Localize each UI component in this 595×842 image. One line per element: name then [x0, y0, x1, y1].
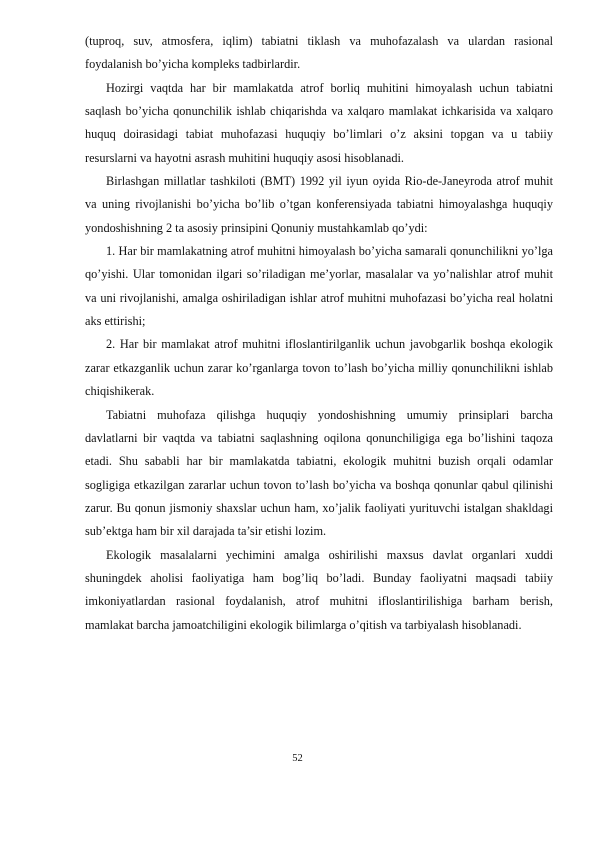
- paragraph-general-principles: Tabiatni muhofaza qilishga huquqiy yondoshishning umumiy prinsiplari barcha davlatlarni bir vaqtda va tabiatni saqlashning oqilona qonunchiligiga ega bo’lishini taqoza etadi. Shu sababli har bir mamlakatda tabiatni, ekologik muhitni buzish orqali odamlar sogligiga etkazilgan zararlar uchun tovon to’lash bo’yicha va boshqa qonunlar qabul qilinishi zarur. Bu qonun jismoniy shaxslar uchun ham, xo’jalik faoliyati yurituvchi istalgan shakldagi sub’ektga ham bir xil darajada ta’sir etishi lozim.: [85, 407, 553, 539]
- paragraph-ecological-issues: Ekologik masalalarni yechimini amalga oshirilishi maxsus davlat organlari xuddi shuningdek aholisi faoliyatiga ham bog’liq bo’ladi. Bunday faoliyatni maqsadi tabiiy imkoniyatlardan rasional foydalanish, atrof muhitni ifloslantirilishiga barham berish, mamlakat barcha jamoatchiligini ekologik bilimlarga o’qitish va tarbiyalash hisoblanadi.: [85, 547, 553, 632]
- paragraph-continuation: (tuproq, suv, atmosfera, iqlim) tabiatni tiklash va muhofazalash va ulardan rasional foydalanish bo’yicha kompleks tadbirlardir.: [85, 34, 553, 72]
- paragraph-principle-1: 1. Har bir mamlakatning atrof muhitni himoyalash bo’yicha samarali qonunchilikni yo’lga qo’yishi. Ular tomonidan ilgari so’riladigan me’yorlar, masalalar va yo’nalishlar atrof muhit va uni rivojlanishi, amalga oshiriladigan ishlar atrof muhitni muhofazasi bo’yicha real holatni aks ettirishi;: [85, 244, 553, 329]
- page-number: 52: [292, 753, 303, 764]
- paragraph-un-conference: Birlashgan millatlar tashkiloti (BMT) 1992 yil iyun oyida Rio-de-Janeyroda atrof muhit va uning rivojlanishi bo’yicha bo’lib o’tgan konferensiyada tabiatni himoyalashga huquqiy yondoshishning 2 ta asosiy prinsipini Qonuniy mustahkamlab qo’ydi:: [85, 174, 553, 235]
- paragraph-legal-basis: Hozirgi vaqtda har bir mamlakatda atrof borliq muhitini himoyalash uchun tabiatni saqlash bo’yicha qonunchilik ishlab chiqarishda va xalqaro mamlakat ichkarisida va xalqaro huquq doirasidagi tabiat muhofazasi huquqiy bo’limlari o’z aksini topgan va u tabiiy resurslarni va hayotni asrash muhitini huquqiy asosi hisoblanadi.: [85, 80, 553, 165]
- document-body: [85, 30, 553, 637]
- paragraph-principle-2: 2. Har bir mamlakat atrof muhitni ifloslantirilganlik uchun javobgarlik boshqa ekologik zarar etkazganlik uchun zarar ko’rganlarga tovon to’lash bo’yicha milliy qonunchilikni ishlab chiqishikerak.: [85, 337, 553, 399]
